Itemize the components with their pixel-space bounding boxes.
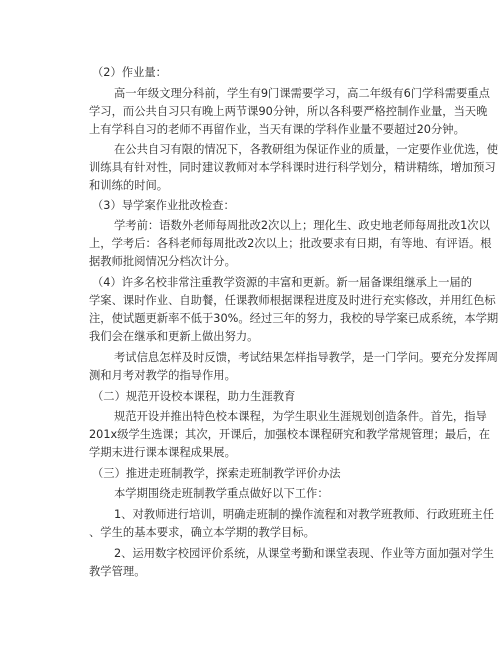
paragraph-line: 我们会在继承和更新上做出努力。: [89, 330, 259, 343]
section-heading-school-courses: （二）规范开设校本课程，助力生涯教育: [92, 390, 296, 403]
list-item-1: 1、对教师进行培训，明确走班制的操作流程和对教学班教师、行政班班主任: [114, 508, 494, 521]
paragraph-line: 本学期围绕走班制教学重点做好以下工作：: [114, 487, 329, 500]
paragraph-line: 训练具有针对性，同时建议教师对本学科课时进行科学划分，精讲精练，增加预习: [89, 161, 496, 174]
paragraph-line: 测和月考对教学的指导作用。: [89, 369, 236, 382]
paragraph-line: 上，学考后：各科老师每周批改2次以上；批改要求有日期，有等地、有评语。根: [89, 237, 492, 250]
paragraph-line: 学期末进行课本课程成果展。: [89, 446, 236, 459]
heading-homework-amount: （2）作业量：: [92, 66, 167, 79]
paragraph-line: （4）许多名校非常注重教学资源的丰富和更新。新一届备课组继承上一届的: [92, 276, 472, 289]
heading-study-guide-check: （3）导学案作业批改检查：: [92, 199, 235, 212]
paragraph-line: 和训练的时间。: [89, 179, 169, 192]
paragraph-line: 学案、课时作业、自助餐，任课教师根据课程进度及时进行充实修改，并用红色标: [89, 294, 496, 307]
paragraph-line: 201x级学生选课；其次，开课后，加强校本课程研究和教学常规管理；最后，在: [89, 428, 491, 441]
paragraph-line: 学习，而公共自习只有晚上两节课90分钟，所以各科要严格控制作业量，当天晚: [89, 105, 488, 118]
paragraph-line: 、学生的基本要求，确立本学期的教学目标。: [89, 526, 315, 539]
paragraph-line: 高一年级文理分科前，学生有9门课需要学习，高二年级有6门学科需要重点: [114, 87, 490, 100]
paragraph-line: 学考前：语数外老师每周批改2次以上；理化生、政史地老师每周批改1次以: [114, 219, 490, 232]
list-item-2: 2、运用数字校园评价系统，从课堂考勤和课堂表现、作业等方面加强对学生: [114, 547, 494, 560]
paragraph-line: 据教师批阅情况分档次计分。: [89, 255, 236, 268]
paragraph-line: 考试信息怎样及时反馈，考试结果怎样指导教学，是一门学问。要充分发挥周: [114, 351, 499, 364]
paragraph-line: 注，使试题更新率不低于30%。经过三年的努力，我校的导学案已成系统，本学期: [89, 312, 499, 325]
paragraph-line: 在公共自习有限的情况下，各教研组为保证作业的质量，一定要作业优选，使: [114, 143, 499, 156]
section-heading-class-rotation: （三）推进走班制教学，探索走班制教学评价办法: [92, 467, 341, 480]
paragraph-line: 上有学科自习的老师不再留作业，当天有课的学科作业量不要超过20分钟。: [89, 123, 465, 136]
paragraph-line: 规范开设并推出特色校本课程，为学生职业生涯规划创造条件。首先，指导: [114, 410, 487, 423]
paragraph-line: 教学管理。: [89, 565, 146, 578]
